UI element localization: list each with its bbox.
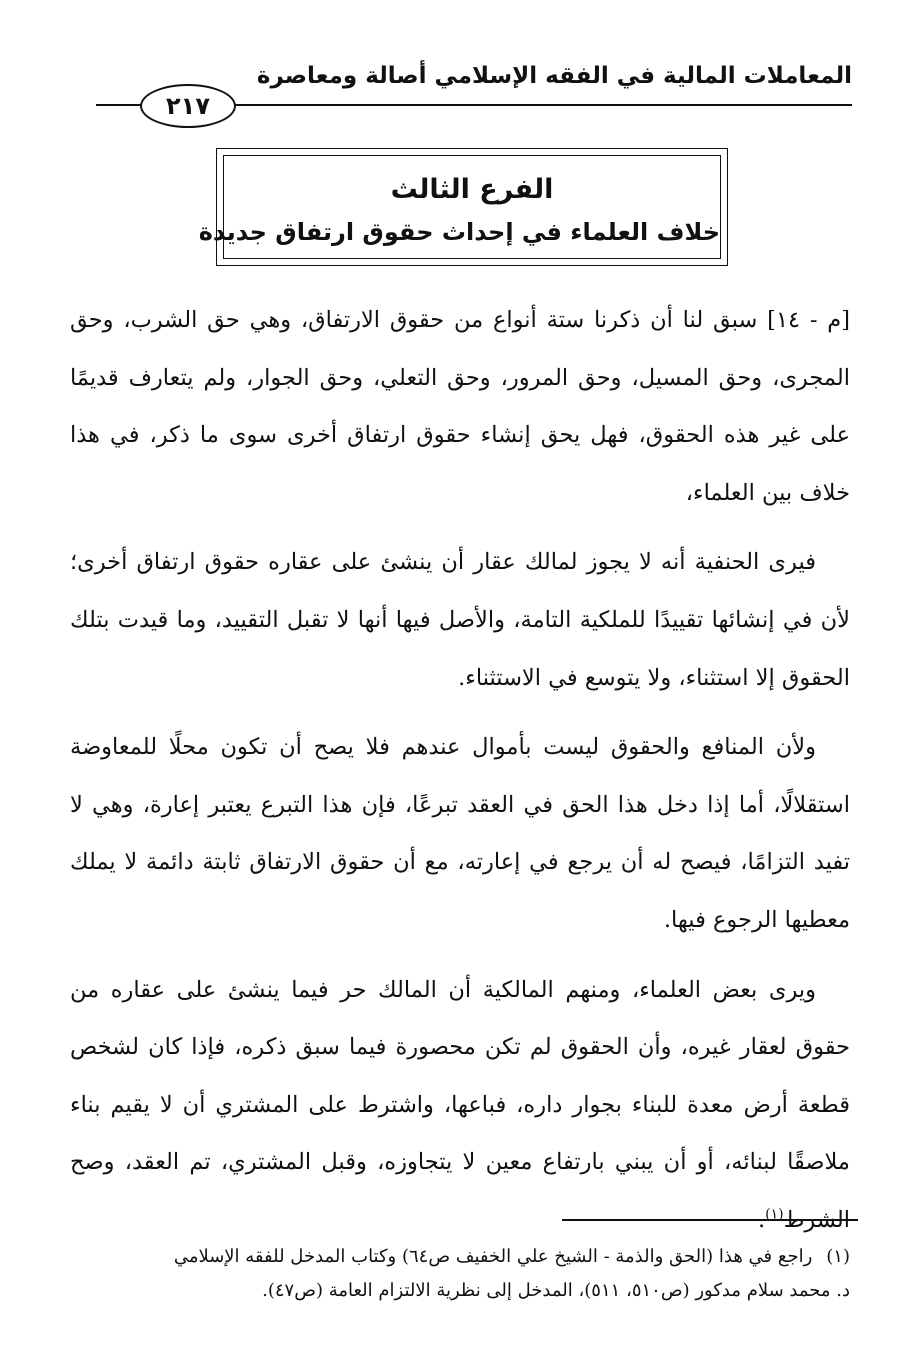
page-number-badge: ٢١٧ xyxy=(140,84,236,128)
paragraph-3: ولأن المنافع والحقوق ليست بأموال عندهم فلا يصح أن تكون محلًا للمعاوضة استقلالًا، أما إذا دخل هذا الحق في العقد تبرعًا، فإن هذا التبرع يعتبر إعارة، وهي لا تفيد التزامًا، فيصح له أن يرجع في إعارته، مع أن حقوق الارتفاق ثابتة دائمة لا يملك معطيها الرجوع فيها. xyxy=(70,734,850,933)
paragraph-1: [م - ١٤] سبق لنا أن ذكرنا ستة أنواع من حقوق الارتفاق، وهي حق الشرب، وحق المجرى، وحق المسيل، وحق المرور، وحق التعلي، وحق الجوار، ولم يتعارف قديمًا على غير هذه الحقوق، فهل يحق إنشاء حقوق ارتفاق أخرى سوى ما ذكر، في هذا خلاف بين العلماء، xyxy=(70,307,850,506)
footnote-1-line-1 xyxy=(70,1240,850,1274)
footnote-number: (١) xyxy=(826,1246,850,1267)
section-title-inner-frame xyxy=(198,155,721,259)
running-header-title: المعاملات المالية في الفقه الإسلامي أصالة ومعاصرة xyxy=(256,63,852,89)
paragraph-4-end: . xyxy=(757,1206,766,1233)
footnote-separator xyxy=(562,1219,858,1221)
section-subheading: خلاف العلماء في إحداث حقوق ارتفاق جديدة xyxy=(198,218,720,246)
footnotes xyxy=(70,1240,850,1308)
footnote-1-line-2: د. محمد سلام مدكور (ص٥١٠، ٥١١)، المدخل إلى نظرية الالتزام العامة (ص٤٧). xyxy=(262,1280,850,1301)
paragraph-4-text: ويرى بعض العلماء، ومنهم المالكية أن المالك حر فيما ينشئ على عقاره من حقوق لعقار غيره، وأن الحقوق لم تكن محصورة فيما سبق ذكره، فإذا كان لشخص قطعة أرض معدة للبناء بجوار داره، فباعها، واشترط على المشتري أن لا يقيم بناء ملاصقًا لبنائه، أو أن يبني بارتفاع معين لا يتجاوزه، وقبل المشتري، تم العقد، وصح الشرط xyxy=(70,976,850,1233)
body-text xyxy=(70,292,850,1250)
footnote-reference[interactable]: (١) xyxy=(765,1206,784,1223)
paragraph-2: فيرى الحنفية أنه لا يجوز لمالك عقار أن ينشئ على عقاره حقوق ارتفاق أخرى؛ لأن في إنشائها تقييدًا للملكية التامة، والأصل فيها أنها لا تقبل التقييد، وما قيدت بتلك الحقوق إلا استثناء، ولا يتوسع في الاستثناء. xyxy=(70,549,850,691)
section-title-box xyxy=(198,148,728,266)
footnote-1-text-1: راجع في هذا (الحق والذمة - الشيخ علي الخفيف ص٦٤) وكتاب المدخل للفقه الإسلامي xyxy=(173,1246,813,1267)
section-heading: الفرع الثالث xyxy=(390,174,554,205)
paragraph-4 xyxy=(70,962,850,1250)
